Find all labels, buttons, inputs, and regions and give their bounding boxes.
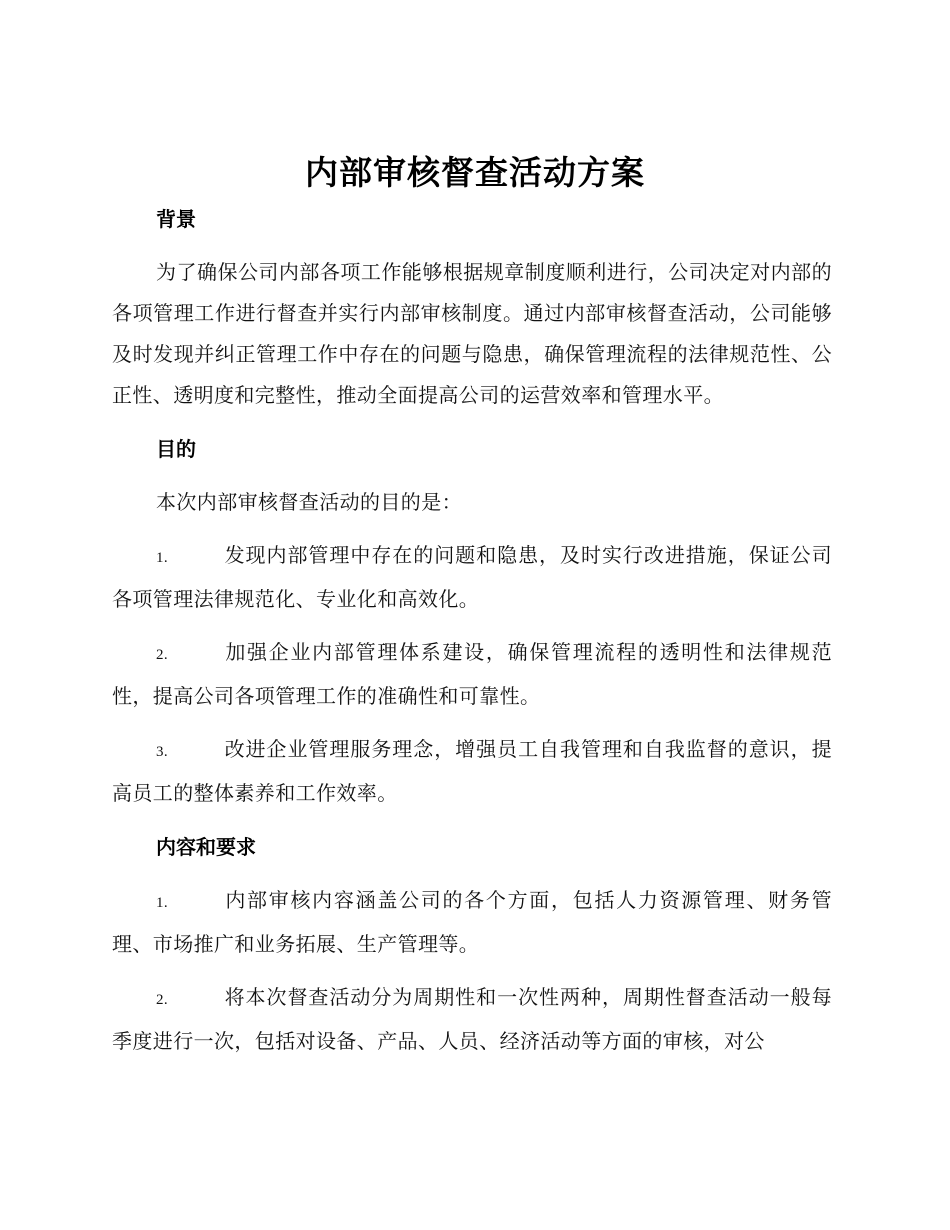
- list-item-text: 发现内部管理中存在的问题和隐患，及时实行改进措施，保证公司各项管理法律规范化、专业化和高效化。: [112, 543, 832, 611]
- list-item-text: 改进企业管理服务理念，增强员工自我管理和自我监督的意识，提高员工的整体素养和工作效率。: [112, 737, 832, 805]
- list-number: 3.: [156, 744, 169, 760]
- purpose-intro: 本次内部审核督查活动的目的是：: [156, 490, 462, 514]
- list-item-text: 将本次督查活动分为周期性和一次性两种，周期性督查活动一般每季度进行一次，包括对设备、产品、人员、经济活动等方面的审核，对公: [112, 985, 832, 1053]
- purpose-list-item: [112, 535, 832, 620]
- document-body: [112, 198, 832, 1074]
- list-number: 1.: [156, 895, 169, 911]
- section-heading-content-requirements: 内容和要求: [156, 835, 256, 859]
- list-number: 2.: [156, 647, 169, 663]
- background-paragraph: 为了确保公司内部各项工作能够根据规章制度顺利进行，公司决定对内部的各项管理工作进行督查并实行内部审核制度。通过内部审核督查活动，公司能够及时发现并纠正管理工作中存在的问题与隐患，确保管理流程的法律规范性、公正性、透明度和完整性，推动全面提高公司的运营效率和管理水平。: [112, 260, 832, 407]
- document-title: 内部审核督查活动方案: [305, 153, 645, 192]
- list-item-text: 内部审核内容涵盖公司的各个方面，包括人力资源管理、财务管理、市场推广和业务拓展、生产管理等。: [112, 888, 832, 956]
- list-number: 1.: [156, 550, 169, 566]
- purpose-list-item: [112, 729, 832, 814]
- purpose-list-item: [112, 632, 832, 717]
- section-heading-purpose: 目的: [156, 437, 196, 461]
- list-item-text: 加强企业内部管理体系建设，确保管理流程的透明性和法律规范性，提高公司各项管理工作的准确性和可靠性。: [112, 640, 832, 708]
- list-number: 2.: [156, 992, 169, 1008]
- section-heading-background: 背景: [156, 207, 196, 231]
- requirements-list-item: [112, 977, 832, 1062]
- requirements-list-item: [112, 880, 832, 965]
